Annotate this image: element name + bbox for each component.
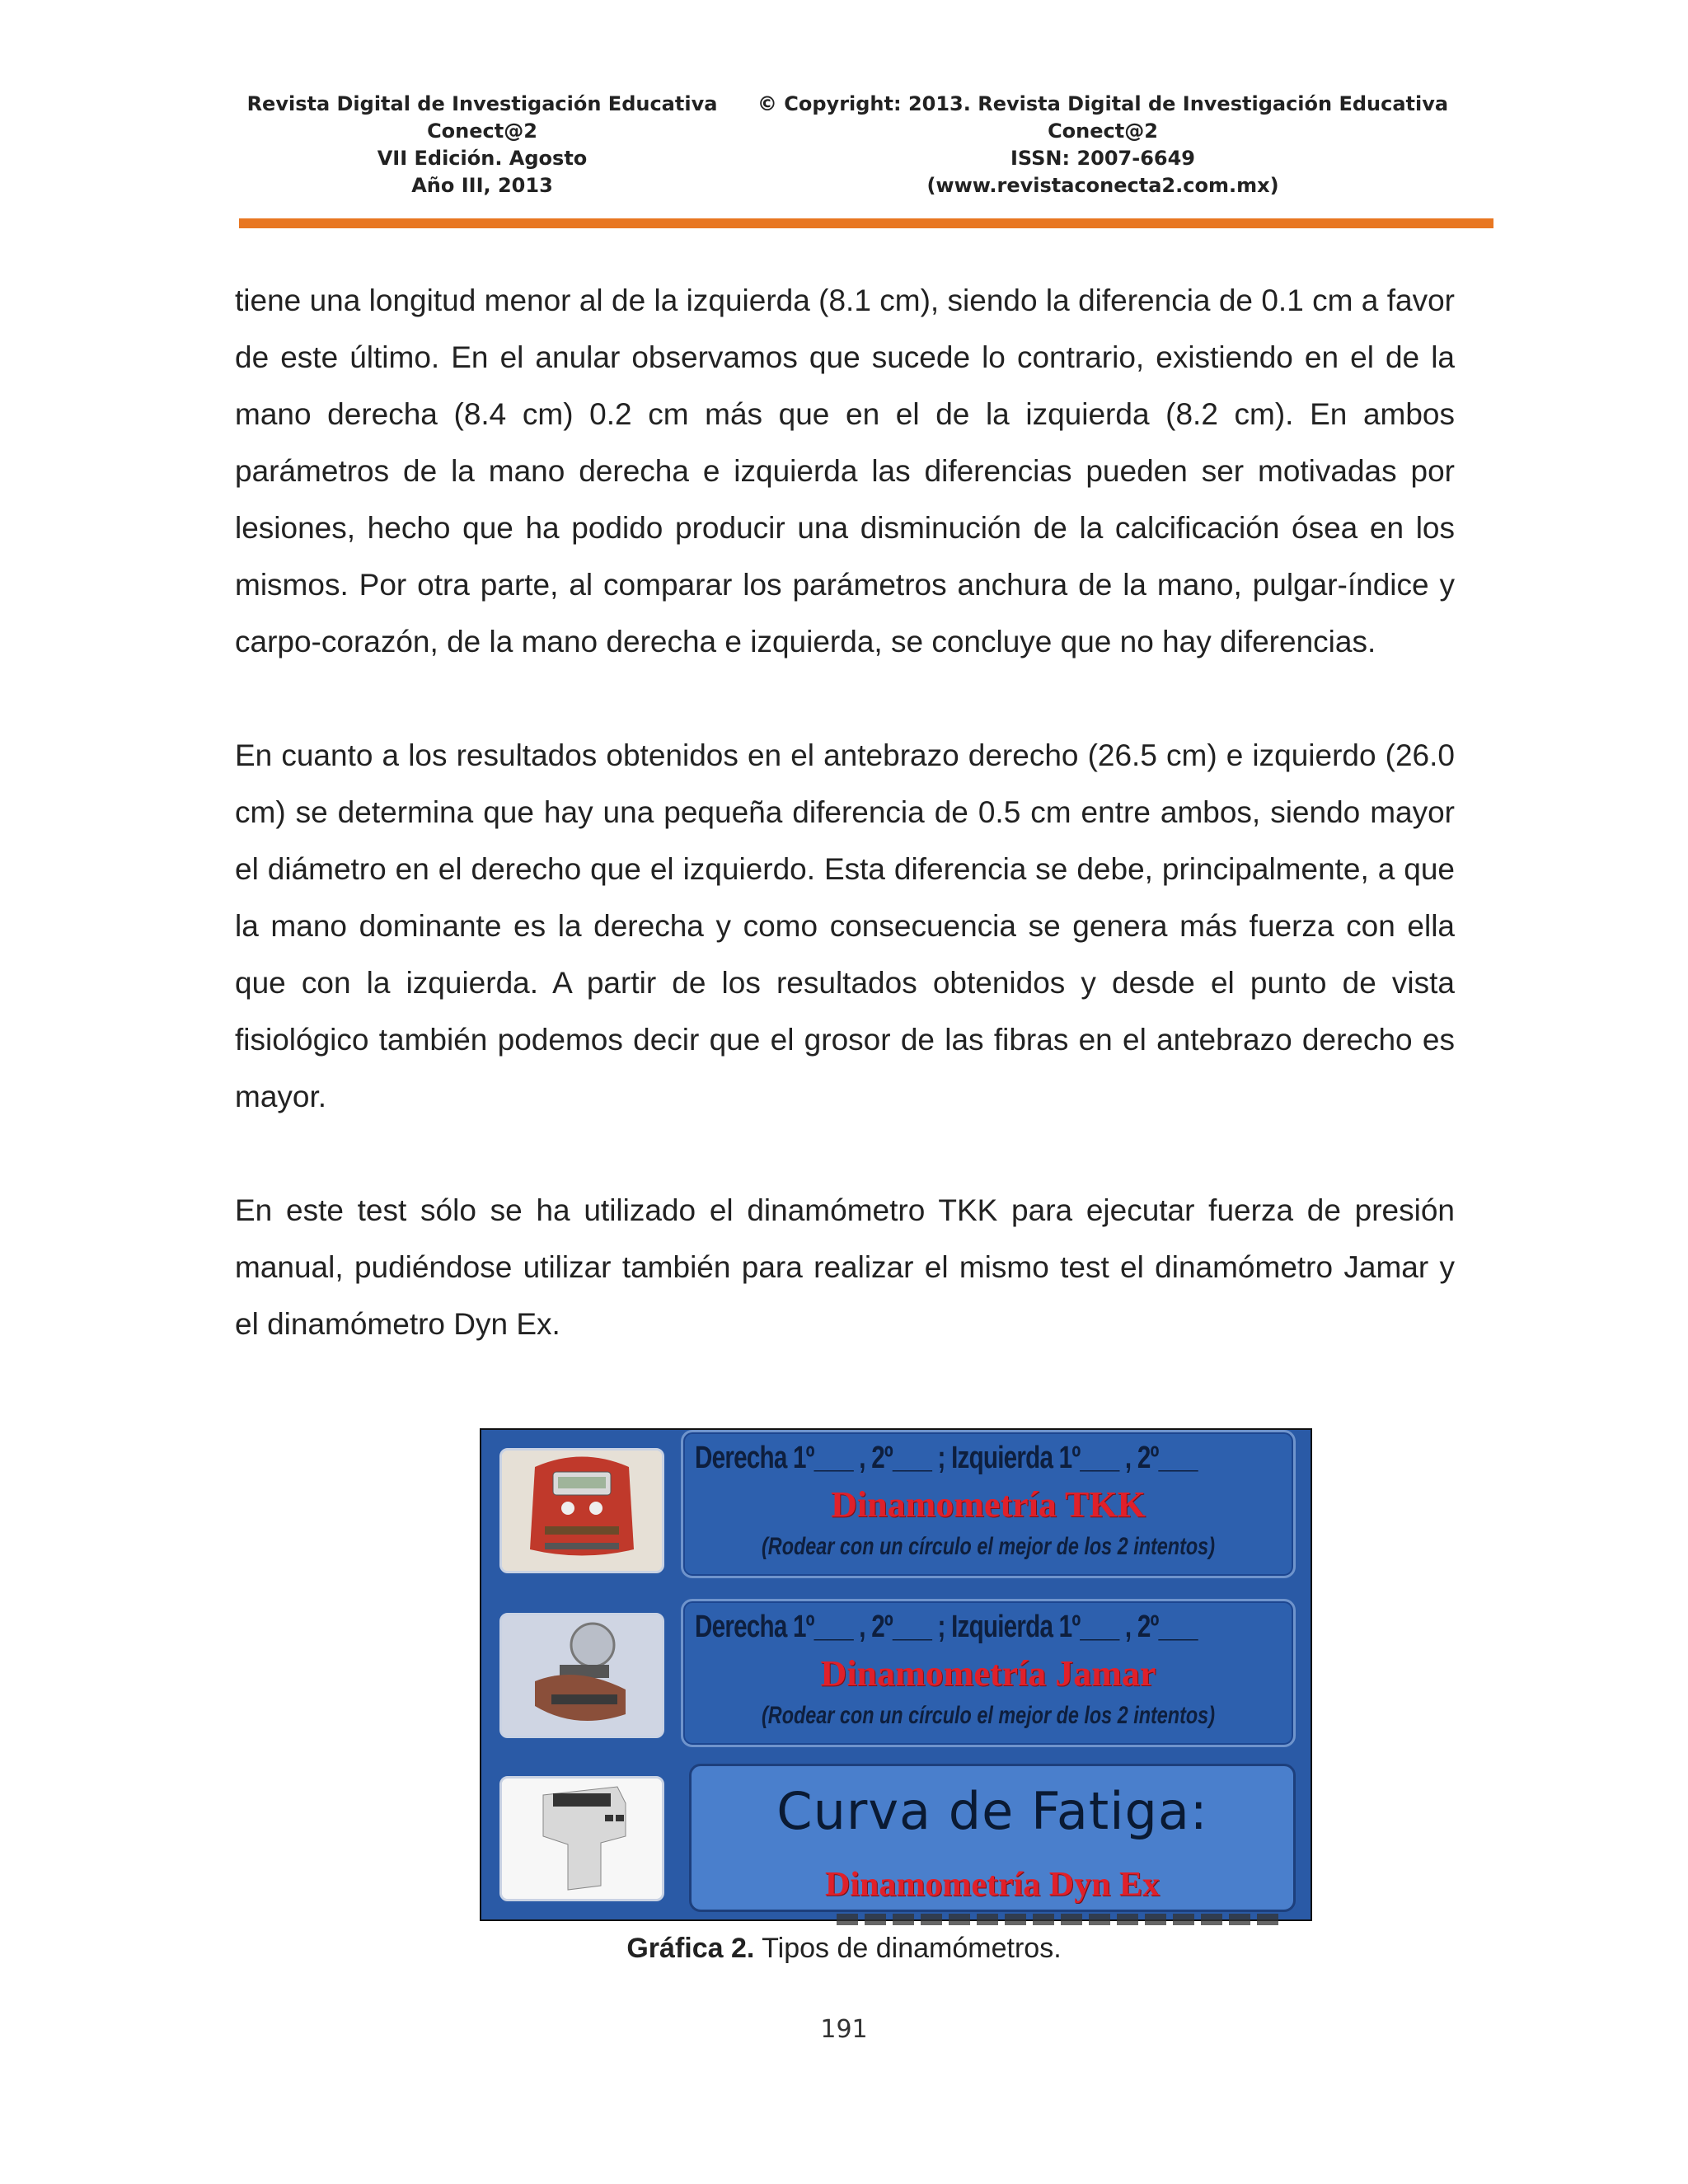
journal-edition: VII Edición. Agosto: [377, 147, 588, 170]
dashed-underline: [837, 1914, 1282, 1925]
journal-name: Revista Digital de Investigación Educativa: [246, 92, 718, 115]
journal-year: Año III, 2013: [411, 174, 553, 197]
paragraph: En cuanto a los resultados obtenidos en el antebrazo derecho (26.5 cm) e izquierdo (26.0 cm) se determina que hay una pequeña diferencia de 0.5 cm entre ambos, siendo mayor el diámetro en el derecho que el izquierdo. Esta diferencia se debe, principalmente, a que la mano dominante es la derecha y como consecuencia se genera más fuerza con ella que con la izquierda. A partir de los resultados obtenidos y desde el punto de vista fisiológico también podemos decir que el grosor de las fibras en el antebrazo derecho es mayor.: [235, 738, 1455, 1113]
website: (www.revistaconecta2.com.mx): [926, 174, 1279, 197]
dynex-panel: [689, 1764, 1296, 1912]
caption-text: Tipos de dinamómetros.: [754, 1933, 1062, 1964]
caption-label: Gráfica 2.: [626, 1933, 755, 1964]
dynamometer-figure: [480, 1428, 1312, 1921]
journal-brand: Conect@2: [427, 120, 537, 143]
header-rule: [239, 218, 1493, 228]
dynex-dynamometer-image: [499, 1776, 664, 1901]
jamar-panel: [681, 1599, 1296, 1747]
jamar-score-line: Derecha 1º___ , 2º___ ; Izquierda 1º___ , 2º___: [695, 1610, 1198, 1644]
copyright-brand: Conect@2: [1048, 120, 1158, 143]
paragraph: tiene una longitud menor al de la izquierda (8.1 cm), siendo la diferencia de 0.1 cm a favor de este último. En el anular observamos que sucede lo contrario, existiendo en el de la mano derecha (8.4 cm) 0.2 cm más que en el de la izquierda (8.2 cm). En ambos parámetros de la mano derecha e izquierda las diferencias pueden ser motivadas por lesiones, hecho que ha podido producir una disminución de la calcificación ósea en los mismos. Por otra parte, al comparar los parámetros anchura de la mano, pulgar-índice y carpo-corazón, de la mano derecha e izquierda, se concluye que no hay diferencias.: [235, 284, 1455, 658]
paragraph: En este test sólo se ha utilizado el dinamómetro TKK para ejecutar fuerza de presión manual, pudiéndose utilizar también para realizar el mismo test el dinamómetro Jamar y el dinamómetro Dyn Ex.: [235, 1193, 1455, 1341]
page-header: [239, 91, 1490, 214]
tkk-title: Dinamometría TKK: [831, 1484, 1146, 1525]
tkk-dynamometer-image: [499, 1448, 664, 1573]
tkk-panel: [681, 1430, 1296, 1578]
journal-info: [239, 91, 725, 199]
issn: ISSN: 2007-6649: [1010, 147, 1195, 170]
body-text: [235, 272, 1455, 1352]
jamar-title: Dinamometría Jamar: [820, 1653, 1156, 1694]
dynex-title: Dinamometría Dyn Ex: [825, 1866, 1160, 1904]
page-number: 191: [820, 2015, 868, 2044]
tkk-score-line: Derecha 1º___ , 2º___ ; Izquierda 1º___ , 2º___: [695, 1441, 1198, 1475]
figure-caption: [0, 1933, 1688, 1965]
copyright-line: © Copyright: 2013. Revista Digital de Investigación Educativa: [757, 92, 1449, 115]
tkk-note: (Rodear con un círculo el mejor de los 2 intentos): [762, 1533, 1215, 1560]
copyright-info: [748, 91, 1457, 199]
jamar-note: (Rodear con un círculo el mejor de los 2 intentos): [762, 1702, 1215, 1729]
jamar-dynamometer-image: [499, 1613, 664, 1738]
fatigue-curve-heading: Curva de Fatiga:: [776, 1781, 1208, 1841]
